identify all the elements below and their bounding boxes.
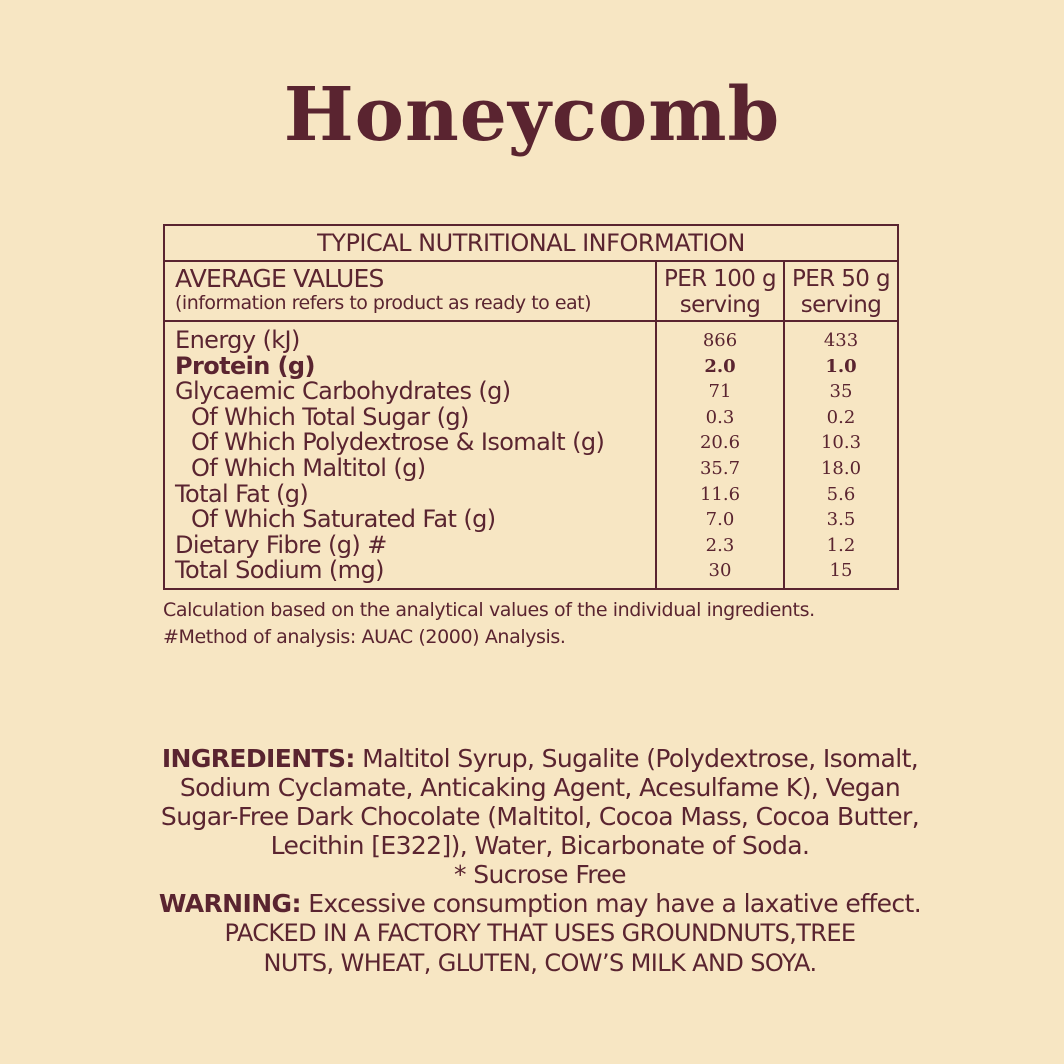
average-values-label: AVERAGE VALUES bbox=[175, 264, 384, 293]
per-50g-value: 15 bbox=[829, 560, 853, 582]
per-100g-value: 20.6 bbox=[699, 432, 741, 454]
per-50g-value: 35 bbox=[829, 381, 853, 403]
per-100g-value: 35.7 bbox=[699, 457, 741, 479]
nutrient-label: Of Which Polydextrose & Isomalt (g) bbox=[191, 428, 605, 457]
per-50g-value: 5.6 bbox=[826, 483, 856, 505]
nutrition-heading: TYPICAL NUTRITIONAL INFORMATION bbox=[165, 226, 897, 262]
ready-to-eat-note: (information refers to product as ready to eat) bbox=[175, 292, 592, 314]
per-50g-header bbox=[785, 262, 897, 322]
per-100g-value: 866 bbox=[702, 330, 738, 351]
nutrient-label-column bbox=[165, 262, 657, 590]
per-100g-header bbox=[657, 262, 783, 322]
nutrient-label: Glycaemic Carbohydrates (g) bbox=[175, 377, 511, 406]
analysis-method-note: #Method of analysis: AUAC (2000) Analysis. bbox=[163, 626, 566, 648]
per-100g-serving: serving bbox=[679, 292, 761, 318]
nutrient-label: Of Which Maltitol (g) bbox=[191, 453, 426, 482]
average-values-header bbox=[165, 262, 655, 322]
per-100g-value: 11.6 bbox=[699, 483, 741, 505]
per-100g-value: 30 bbox=[708, 560, 732, 582]
warning-label: WARNING: bbox=[158, 889, 301, 918]
table-notes bbox=[163, 597, 815, 651]
ingredients-label: INGREDIENTS: bbox=[161, 744, 355, 773]
per-50g-value: 1.0 bbox=[825, 355, 857, 377]
per-50g-value: 10.3 bbox=[820, 432, 862, 454]
ingredients-text-4: Lecithin [E322]), Water, Bicarbonate of Soda. bbox=[270, 831, 810, 860]
calculation-note: Calculation based on the analytical values of the individual ingredients. bbox=[163, 599, 815, 621]
per-100g-label: PER 100 g bbox=[663, 266, 777, 292]
per-50g-serving: serving bbox=[800, 292, 882, 318]
nutrient-label: Energy (kJ) bbox=[175, 326, 300, 354]
per-50g-label: PER 50 g bbox=[791, 266, 891, 292]
per-100g-value: 0.3 bbox=[705, 406, 735, 428]
nutrient-label: Dietary Fibre (g) # bbox=[175, 530, 387, 559]
per-100g-value: 2.0 bbox=[704, 355, 736, 377]
ingredients-text-2: Sodium Cyclamate, Anticaking Agent, Acesulfame K), Vegan bbox=[179, 773, 901, 802]
sucrose-free-note: * Sucrose Free bbox=[454, 860, 626, 889]
nutrition-table bbox=[163, 224, 899, 590]
per-50g-value: 3.5 bbox=[826, 509, 856, 531]
per-100g-column bbox=[657, 262, 785, 590]
nutrient-label: Of Which Total Sugar (g) bbox=[191, 402, 469, 431]
nutrient-label: Of Which Saturated Fat (g) bbox=[191, 505, 496, 534]
ingredients-block bbox=[100, 744, 980, 978]
allergen-line-1: PACKED IN A FACTORY THAT USES GROUNDNUTS,TREE bbox=[224, 919, 856, 947]
per-50g-value: 0.2 bbox=[826, 406, 856, 428]
per-50g-value: 18.0 bbox=[820, 457, 862, 479]
warning-text: Excessive consumption may have a laxative effect. bbox=[300, 889, 922, 918]
nutrient-label: Protein (g) bbox=[175, 351, 315, 380]
per-100g-value: 7.0 bbox=[705, 509, 735, 531]
nutrient-label: Total Fat (g) bbox=[175, 479, 309, 508]
ingredients-text-1: Maltitol Syrup, Sugalite (Polydextrose, Isomalt, bbox=[354, 744, 919, 773]
nutrient-label: Total Sodium (mg) bbox=[175, 556, 384, 585]
per-50g-column bbox=[785, 262, 897, 590]
per-100g-value: 71 bbox=[708, 381, 732, 403]
per-50g-value: 433 bbox=[823, 330, 859, 351]
per-100g-value: 2.3 bbox=[705, 534, 735, 556]
per-50g-value: 1.2 bbox=[826, 534, 856, 556]
ingredients-text-3: Sugar-Free Dark Chocolate (Maltitol, Cocoa Mass, Cocoa Butter, bbox=[160, 802, 920, 831]
allergen-line-2: NUTS, WHEAT, GLUTEN, COW’S MILK AND SOYA. bbox=[263, 949, 817, 977]
product-title: Honeycomb bbox=[283, 72, 781, 158]
